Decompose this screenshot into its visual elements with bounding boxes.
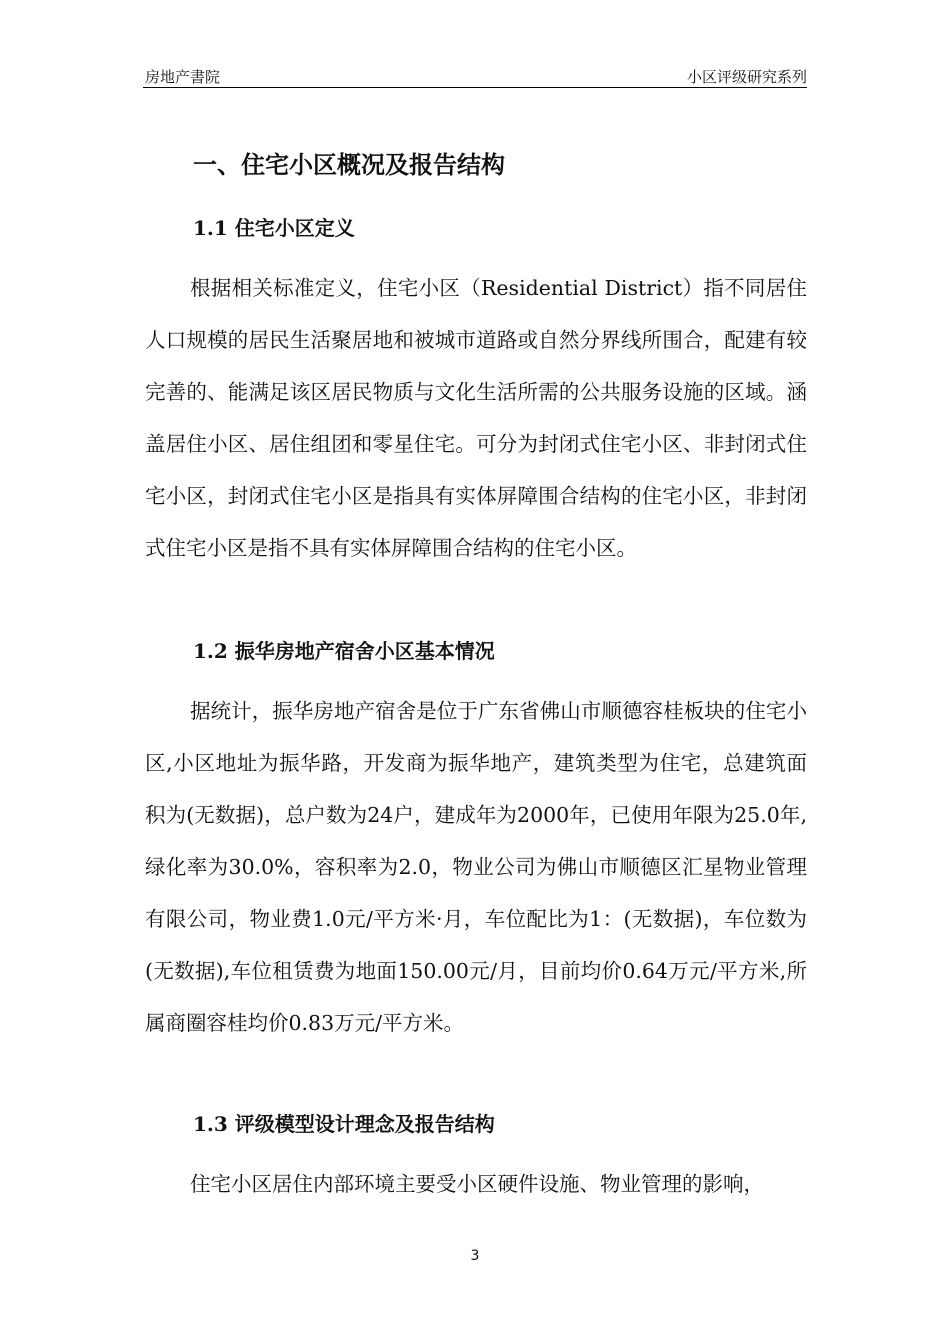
- heading-1-2: 1.2 振华房地产宿舍小区基本情况: [193, 639, 495, 663]
- heading-1-1: 1.1 住宅小区定义: [193, 216, 355, 240]
- header-divider: [143, 87, 807, 88]
- paragraph-model-design: 住宅小区居住内部环境主要受小区硬件设施、物业管理的影响，: [190, 1172, 764, 1196]
- header-left-title: 房地产書院: [145, 68, 221, 86]
- page-number: 3: [470, 1248, 480, 1264]
- section-title: 一、住宅小区概况及报告结构: [193, 150, 505, 179]
- heading-1-3: 1.3 评级模型设计理念及报告结构: [193, 1112, 495, 1136]
- header-right-title: 小区评级研究系列: [686, 68, 807, 86]
- paragraph-definition: 根据相关标准定义，住宅小区（Residential District）指不同居住人口规模的居民生活聚居地和被城市道路或自然分界线所围合，配建有较完善的、能满足该区居民物质与文化生活所需的公共服务设施的区域。涵盖居住小区、居住组团和零星住宅。可分为封闭式住宅小区、非封闭式住宅小区，封闭式住宅小区是指具有实体屏障围合结构的住宅小区，非封闭式住宅小区是指不具有实体屏障围合结构的住宅小区。: [145, 276, 807, 560]
- paragraph-basic-info: 据统计，振华房地产宿舍是位于广东省佛山市顺德容桂板块的住宅小区,小区地址为振华路，开发商为振华地产，建筑类型为住宅，总建筑面积为(无数据)，总户数为24户，建成年为2000年，已使用年限为25.0年,绿化率为30.0%，容积率为2.0，物业公司为佛山市顺德区汇星物业管理有限公司，物业费1.0元/平方米·月，车位配比为1：(无数据)，车位数为(无数据),车位租赁费为地面150.00元/月，目前均价0.64万元/平方米,所属商圈容桂均价0.83万元/平方米。: [145, 699, 807, 1035]
